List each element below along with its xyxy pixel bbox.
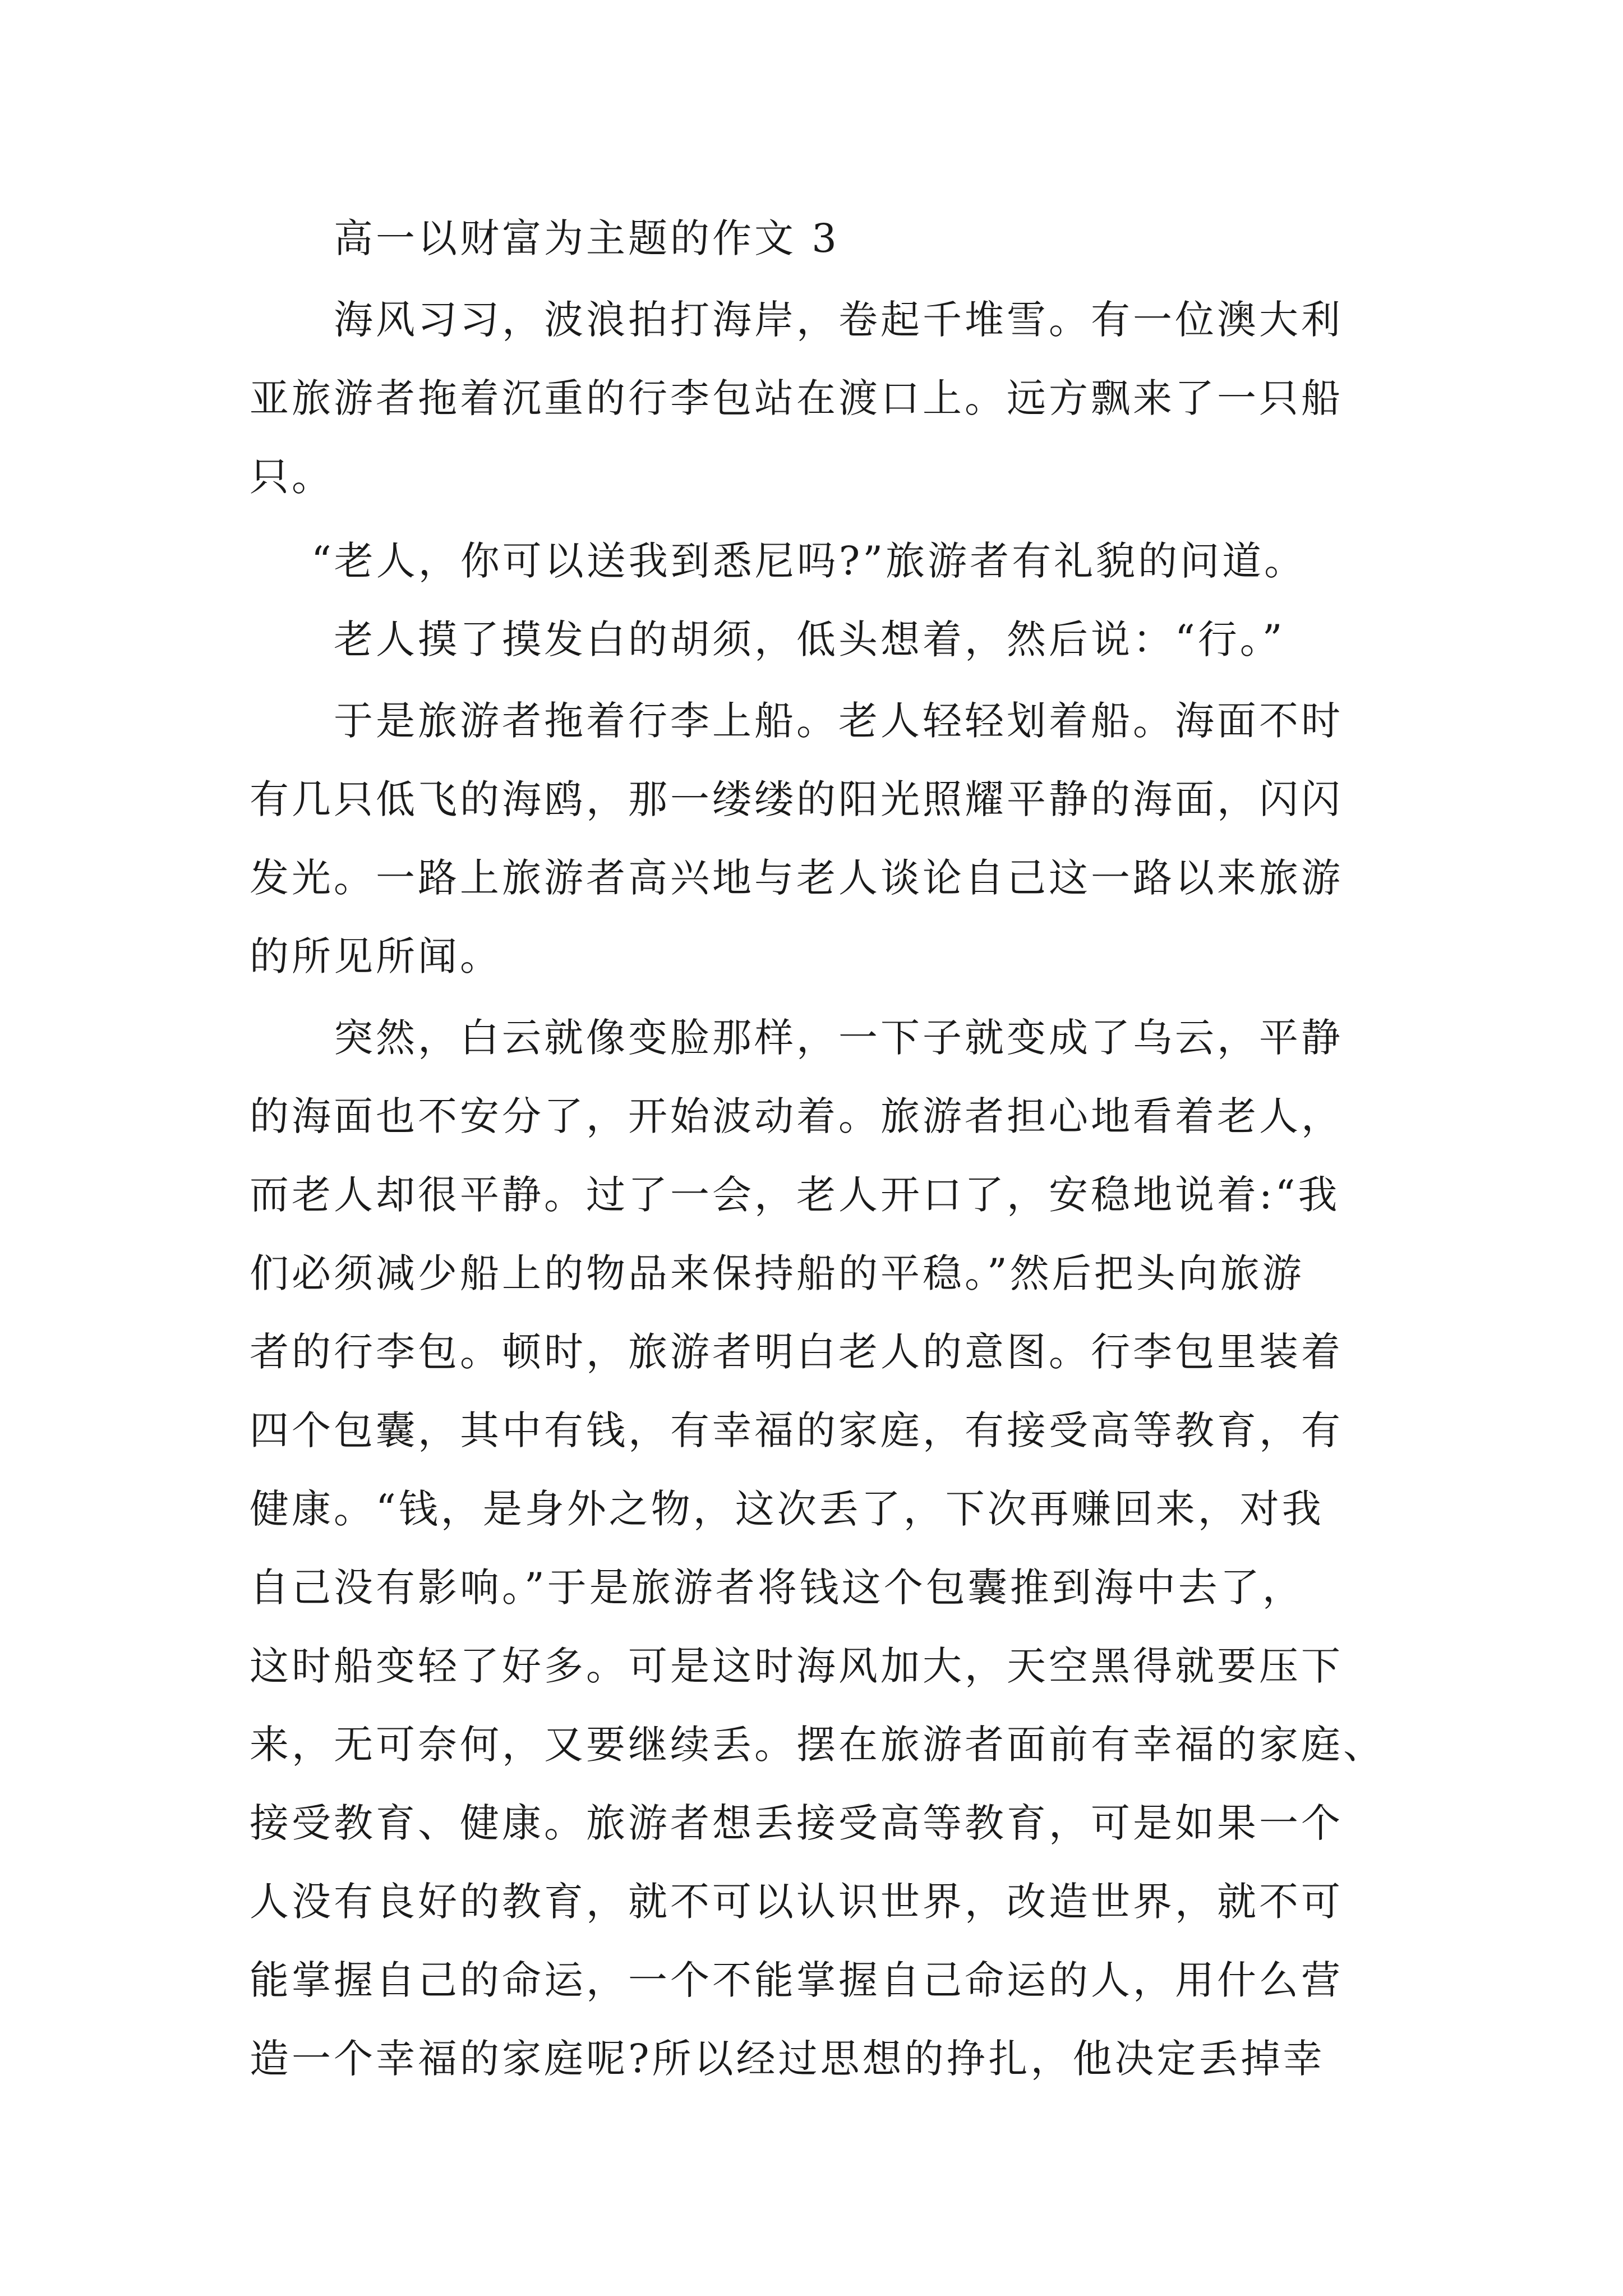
paragraph-line: 发光。一路上旅游者高兴地与老人谈论自己这一路以来旅游 <box>250 855 1343 901</box>
paragraph-line: 只。 <box>250 454 334 500</box>
paragraph-line: 四个包囊，其中有钱，有幸福的家庭，有接受高等教育，有 <box>250 1407 1343 1453</box>
paragraph-line: 接受教育、健康。旅游者想丢接受高等教育，可是如果一个 <box>250 1800 1343 1846</box>
paragraph-line: 而老人却很平静。过了一会，老人开口了，安稳地说着:“我 <box>250 1172 1340 1218</box>
paragraph-line: 于是旅游者拖着行李上船。老人轻轻划着船。海面不时 <box>334 698 1343 744</box>
paragraph-line: 的海面也不安分了，开始波动着。旅游者担心地看着老人， <box>250 1093 1343 1139</box>
document-title: 高一以财富为主题的作文 3 <box>334 215 840 261</box>
paragraph-line: “老人，你可以送我到悉尼吗?”旅游者有礼貌的问道。 <box>311 538 1307 584</box>
paragraph-line: 造一个幸福的家庭呢?所以经过思想的挣扎，他决定丢掉幸 <box>250 2036 1325 2082</box>
paragraph-line: 突然，白云就像变脸那样，一下子就变成了乌云，平静 <box>334 1015 1343 1061</box>
paragraph-line: 人没有良好的教育，就不可以认识世界，改造世界，就不可 <box>250 1879 1343 1925</box>
paragraph-line: 亚旅游者拖着沉重的行李包站在渡口上。远方飘来了一只船 <box>250 375 1343 421</box>
paragraph-line: 能掌握自己的命运，一个不能掌握自己命运的人，用什么营 <box>250 1957 1343 2003</box>
paragraph-line: 来，无可奈何，又要继续丢。摆在旅游者面前有幸福的家庭、 <box>250 1722 1385 1768</box>
paragraph-line: 的所见所闻。 <box>250 933 502 979</box>
paragraph-line: 健康。“钱，是身外之物，这次丢了，下次再赚回来，对我 <box>250 1486 1324 1532</box>
paragraph-line: 老人摸了摸发白的胡须，低头想着，然后说：“行。” <box>334 616 1285 662</box>
paragraph-line: 有几只低飞的海鸥，那一缕缕的阳光照耀平静的海面，闪闪 <box>250 776 1343 822</box>
paragraph-line: 海风习习，波浪拍打海岸，卷起千堆雪。有一位澳大利 <box>334 297 1343 343</box>
paragraph-line: 们必须减少船上的物品来保持船的平稳。”然后把头向旅游 <box>250 1250 1304 1296</box>
paragraph-line: 者的行李包。顿时，旅游者明白老人的意图。行李包里装着 <box>250 1329 1343 1375</box>
paragraph-line: 这时船变轻了好多。可是这时海风加大，天空黑得就要压下 <box>250 1643 1343 1689</box>
paragraph-line: 自己没有影响。”于是旅游者将钱这个包囊推到海中去了， <box>250 1565 1304 1611</box>
